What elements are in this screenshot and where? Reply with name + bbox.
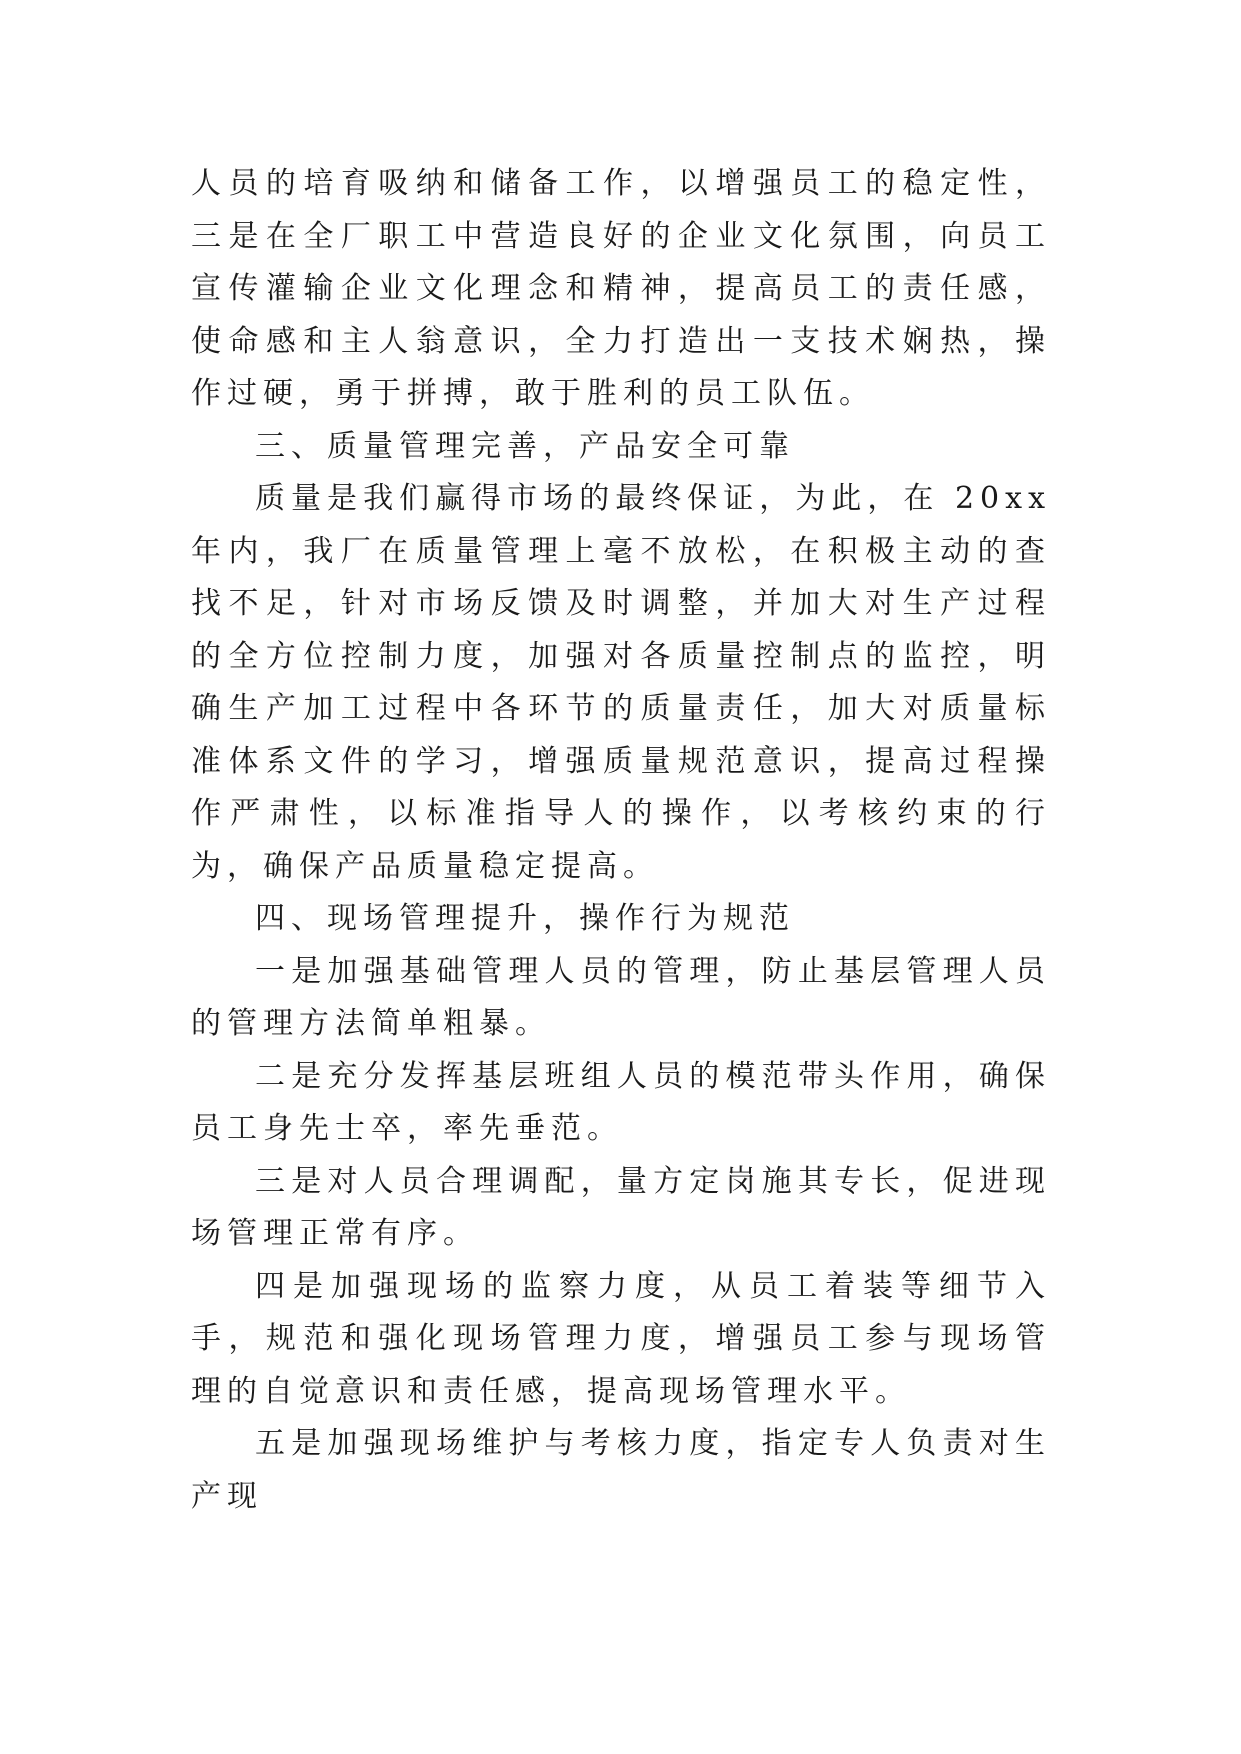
body-paragraph: 一是加强基础管理人员的管理，防止基层管理人员的管理方法简单粗暴。 [191,953,1051,1041]
body-paragraph: 二是充分发挥基层班组人员的模范带头作用，确保员工身先士卒，率先垂范。 [191,1058,1051,1146]
body-paragraph: 四是加强现场的监察力度，从员工着装等细节入手，规范和强化现场管理力度，增强员工参与现场管理的自觉意识和责任感，提高现场管理水平。 [191,1268,1051,1409]
body-paragraph: 质量是我们赢得市场的最终保证，为此，在 20xx 年内，我厂在质量管理上毫不放松，在积极主动的查找不足，针对市场反馈及时调整，并加大对生产过程的全方位控制力度，加强对各质量控制点的监控，明确生产加工过程中各环节的质量责任，加大对质量标准体系文件的学习，增强质量规范意识，提高过程操作严肃性，以标准指导人的操作，以考核约束的行为，确保产品质量稳定提高。 [191,481,1051,884]
body-paragraph: 人员的培育吸纳和储备工作，以增强员工的稳定性，三是在全厂职工中营造良好的企业文化氛围，向员工宣传灌输企业文化理念和精神，提高员工的责任感，使命感和主人翁意识，全力打造出一支技术娴热，操作过硬，勇于拼搏，敢于胜利的员工队伍。 [191,166,1051,411]
section-heading-onsite: 四、现场管理提升，操作行为规范 [255,901,795,936]
body-paragraph: 三是对人员合理调配，量方定岗施其专长，促进现场管理正常有序。 [191,1163,1051,1251]
section-heading-quality: 三、质量管理完善，产品安全可靠 [255,428,795,464]
body-paragraph: 五是加强现场维护与考核力度，指定专人负责对生产现 [191,1426,1051,1514]
document-body [191,158,1051,1523]
